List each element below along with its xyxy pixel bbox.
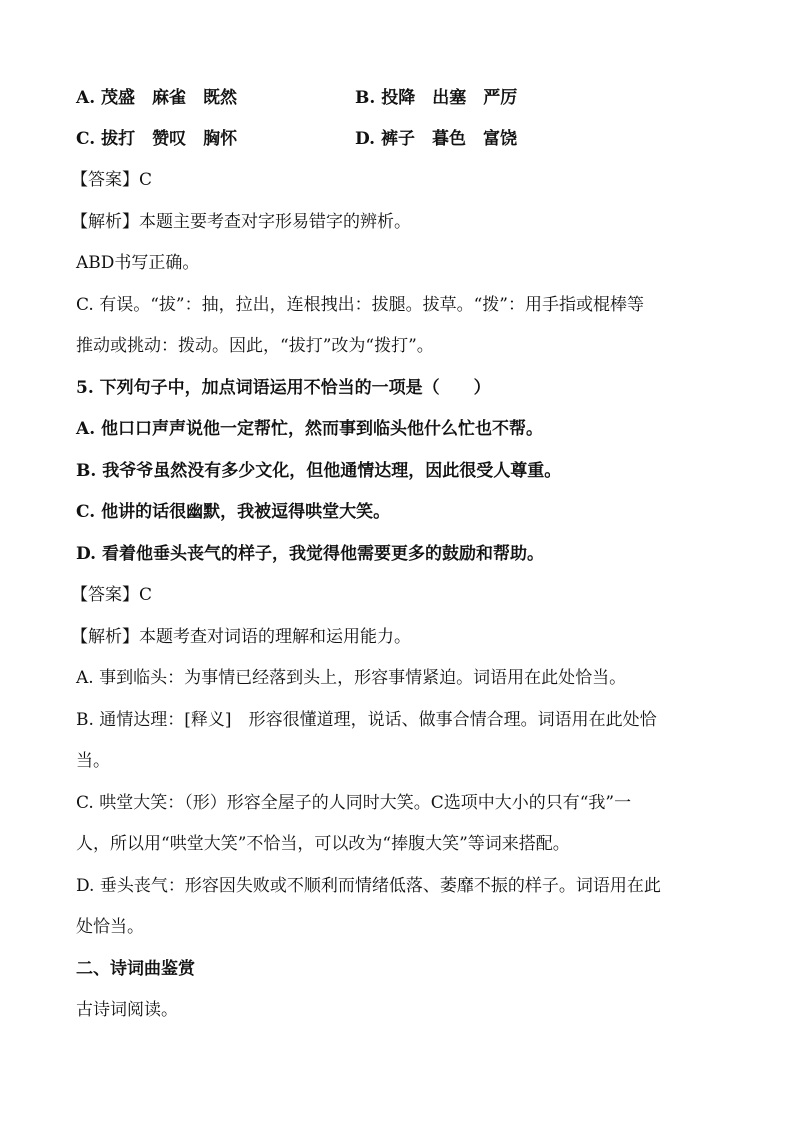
q4-analysis-intro: 【解析】本题主要考查对字形易错字的辨析。 xyxy=(71,212,411,232)
section-2-title: 二、诗词曲鉴赏 xyxy=(76,959,195,979)
q4-analysis-line-1: ABD书写正确。 xyxy=(76,253,200,273)
q5-option-c: C. 他讲的话很幽默，我被逗得哄堂大笑。 xyxy=(76,502,391,522)
q5-analysis-c-line-1: C. 哄堂大笑：（形）形容全屋子的人同时大笑。C选项中大小的只有“我”一 xyxy=(76,793,632,813)
q5-option-d: D. 看着他垂头丧气的样子，我觉得他需要更多的鼓励和帮助。 xyxy=(76,544,544,564)
q4-analysis-line-2: C. 有误。“拔”：抽，拉出，连根拽出：拔腿。拔草。“拨”：用手指或棍棒等 xyxy=(76,295,644,315)
q4-analysis-line-3: 推动或挑动：拨动。因此，“拔打”改为“拨打”。 xyxy=(76,336,434,356)
q5-stem: 5. 下列句子中，加点词语运用不恰当的一项是（ ） xyxy=(76,378,491,398)
q5-analysis-d-line-1: D. 垂头丧气：形容因失败或不顺利而情绪低落、萎靡不振的样子。词语用在此 xyxy=(76,876,661,896)
section-2-subtitle: 古诗词阅读。 xyxy=(76,1000,178,1020)
q5-analysis-c-line-2: 人，所以用“哄堂大笑”不恰当，可以改为“捧腹大笑”等词来搭配。 xyxy=(76,834,570,854)
q5-analysis-b-line-1: B. 通情达理：[释义] 形容很懂道理，说话、做事合情合理。词语用在此处恰 xyxy=(76,710,657,730)
q5-option-a: A. 他口口声声说他一定帮忙，然而事到临头他什么忙也不帮。 xyxy=(76,419,544,439)
q5-analysis-a: A. 事到临头：为事情已经落到头上，形容事情紧迫。词语用在此处恰当。 xyxy=(76,668,627,688)
q5-option-b: B. 我爷爷虽然没有多少文化，但他通情达理，因此很受人尊重。 xyxy=(76,461,562,481)
q5-analysis-b-line-2: 当。 xyxy=(76,751,110,771)
q4-option-c: C. 拔打 赞叹 胸怀 xyxy=(76,129,238,149)
q5-analysis-intro: 【解析】本题考查对词语的理解和运用能力。 xyxy=(71,627,411,647)
q4-options-row-2 xyxy=(76,127,726,151)
q4-options-row-1 xyxy=(76,86,726,110)
q4-option-d: D. 裤子 暮色 富饶 xyxy=(355,129,517,149)
q4-option-b: B. 投降 出塞 严厉 xyxy=(355,88,518,108)
q4-option-a: A. 茂盛 麻雀 既然 xyxy=(76,88,238,108)
q4-answer: 【答案】C xyxy=(71,170,153,190)
q5-answer: 【答案】C xyxy=(71,585,153,605)
q5-analysis-d-line-2: 处恰当。 xyxy=(76,917,144,937)
